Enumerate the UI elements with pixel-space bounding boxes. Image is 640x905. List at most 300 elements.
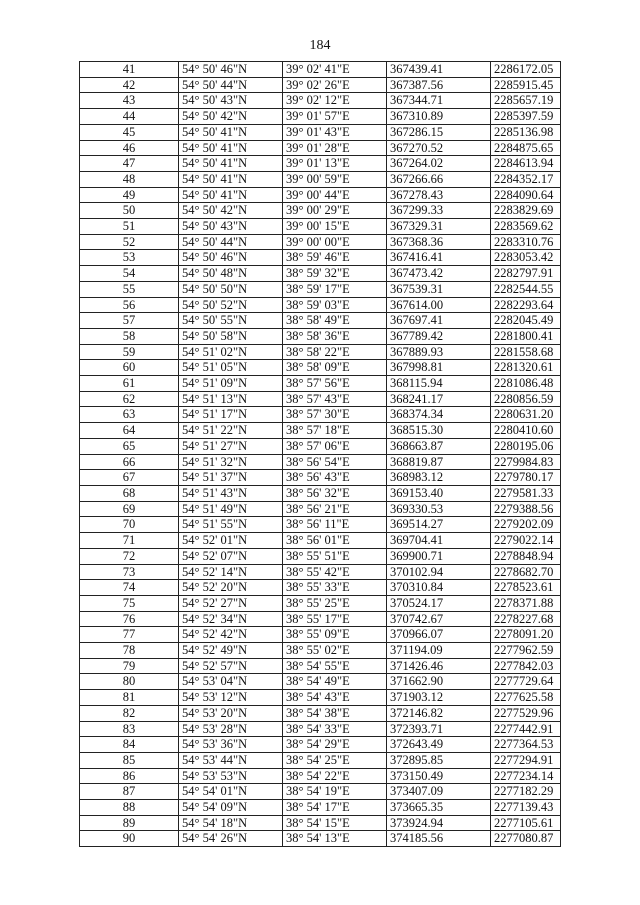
page-number: 184 xyxy=(309,38,331,53)
table-row xyxy=(80,423,561,439)
point-number-cell: 89 xyxy=(80,815,179,831)
longitude-cell: 38° 54' 22"E xyxy=(283,768,387,784)
latitude-cell: 54° 50' 44"N xyxy=(179,234,283,250)
y-coordinate-cell: 2281086.48 xyxy=(491,376,561,392)
x-coordinate-cell: 370966.07 xyxy=(387,627,491,643)
table-row xyxy=(80,203,561,219)
latitude-cell: 54° 51' 49"N xyxy=(179,501,283,517)
x-coordinate-cell: 368374.34 xyxy=(387,407,491,423)
longitude-cell: 39° 00' 59"E xyxy=(283,171,387,187)
point-number-cell: 56 xyxy=(80,297,179,313)
table-row xyxy=(80,360,561,376)
x-coordinate-cell: 367344.71 xyxy=(387,93,491,109)
y-coordinate-cell: 2277080.87 xyxy=(491,831,561,847)
y-coordinate-cell: 2277105.61 xyxy=(491,815,561,831)
x-coordinate-cell: 367299.33 xyxy=(387,203,491,219)
longitude-cell: 38° 55' 02"E xyxy=(283,643,387,659)
y-coordinate-cell: 2282045.49 xyxy=(491,313,561,329)
latitude-cell: 54° 51' 37"N xyxy=(179,470,283,486)
x-coordinate-cell: 367697.41 xyxy=(387,313,491,329)
latitude-cell: 54° 53' 12"N xyxy=(179,690,283,706)
latitude-cell: 54° 53' 28"N xyxy=(179,721,283,737)
point-number-cell: 52 xyxy=(80,234,179,250)
x-coordinate-cell: 370310.84 xyxy=(387,580,491,596)
longitude-cell: 38° 58' 36"E xyxy=(283,328,387,344)
point-number-cell: 82 xyxy=(80,705,179,721)
x-coordinate-cell: 368115.94 xyxy=(387,376,491,392)
point-number-cell: 70 xyxy=(80,517,179,533)
point-number-cell: 47 xyxy=(80,156,179,172)
table-row xyxy=(80,297,561,313)
latitude-cell: 54° 50' 48"N xyxy=(179,266,283,282)
longitude-cell: 38° 55' 51"E xyxy=(283,548,387,564)
longitude-cell: 38° 58' 22"E xyxy=(283,344,387,360)
table-row xyxy=(80,156,561,172)
table-row xyxy=(80,124,561,140)
y-coordinate-cell: 2280410.60 xyxy=(491,423,561,439)
coordinates-table-body xyxy=(80,62,561,847)
x-coordinate-cell: 369900.71 xyxy=(387,548,491,564)
x-coordinate-cell: 371194.09 xyxy=(387,643,491,659)
y-coordinate-cell: 2284352.17 xyxy=(491,171,561,187)
point-number-cell: 50 xyxy=(80,203,179,219)
point-number-cell: 60 xyxy=(80,360,179,376)
point-number-cell: 71 xyxy=(80,533,179,549)
point-number-cell: 53 xyxy=(80,250,179,266)
x-coordinate-cell: 367266.66 xyxy=(387,171,491,187)
table-row xyxy=(80,595,561,611)
y-coordinate-cell: 2278091.20 xyxy=(491,627,561,643)
table-row xyxy=(80,313,561,329)
x-coordinate-cell: 367789.42 xyxy=(387,328,491,344)
y-coordinate-cell: 2277182.29 xyxy=(491,784,561,800)
point-number-cell: 81 xyxy=(80,690,179,706)
point-number-cell: 59 xyxy=(80,344,179,360)
latitude-cell: 54° 52' 42"N xyxy=(179,627,283,643)
x-coordinate-cell: 373150.49 xyxy=(387,768,491,784)
latitude-cell: 54° 50' 44"N xyxy=(179,77,283,93)
y-coordinate-cell: 2284875.65 xyxy=(491,140,561,156)
point-number-cell: 48 xyxy=(80,171,179,187)
x-coordinate-cell: 373407.09 xyxy=(387,784,491,800)
y-coordinate-cell: 2279022.14 xyxy=(491,533,561,549)
latitude-cell: 54° 53' 36"N xyxy=(179,737,283,753)
table-row xyxy=(80,109,561,125)
latitude-cell: 54° 52' 34"N xyxy=(179,611,283,627)
latitude-cell: 54° 50' 52"N xyxy=(179,297,283,313)
x-coordinate-cell: 368983.12 xyxy=(387,470,491,486)
table-row xyxy=(80,643,561,659)
latitude-cell: 54° 54' 18"N xyxy=(179,815,283,831)
point-number-cell: 54 xyxy=(80,266,179,282)
point-number-cell: 63 xyxy=(80,407,179,423)
y-coordinate-cell: 2277442.91 xyxy=(491,721,561,737)
y-coordinate-cell: 2282797.91 xyxy=(491,266,561,282)
longitude-cell: 38° 58' 49"E xyxy=(283,313,387,329)
table-row xyxy=(80,752,561,768)
latitude-cell: 54° 50' 42"N xyxy=(179,203,283,219)
longitude-cell: 38° 55' 09"E xyxy=(283,627,387,643)
table-row xyxy=(80,533,561,549)
table-row xyxy=(80,784,561,800)
point-number-cell: 77 xyxy=(80,627,179,643)
y-coordinate-cell: 2277139.43 xyxy=(491,800,561,816)
x-coordinate-cell: 368819.87 xyxy=(387,454,491,470)
table-row xyxy=(80,705,561,721)
x-coordinate-cell: 367998.81 xyxy=(387,360,491,376)
y-coordinate-cell: 2279780.17 xyxy=(491,470,561,486)
latitude-cell: 54° 50' 46"N xyxy=(179,250,283,266)
point-number-cell: 72 xyxy=(80,548,179,564)
point-number-cell: 90 xyxy=(80,831,179,847)
longitude-cell: 38° 57' 30"E xyxy=(283,407,387,423)
point-number-cell: 66 xyxy=(80,454,179,470)
x-coordinate-cell: 367439.41 xyxy=(387,62,491,78)
longitude-cell: 38° 54' 55"E xyxy=(283,658,387,674)
longitude-cell: 39° 01' 28"E xyxy=(283,140,387,156)
x-coordinate-cell: 369704.41 xyxy=(387,533,491,549)
point-number-cell: 84 xyxy=(80,737,179,753)
x-coordinate-cell: 369514.27 xyxy=(387,517,491,533)
longitude-cell: 38° 56' 32"E xyxy=(283,485,387,501)
longitude-cell: 38° 54' 19"E xyxy=(283,784,387,800)
longitude-cell: 38° 54' 29"E xyxy=(283,737,387,753)
point-number-cell: 74 xyxy=(80,580,179,596)
y-coordinate-cell: 2285915.45 xyxy=(491,77,561,93)
longitude-cell: 38° 57' 43"E xyxy=(283,391,387,407)
table-row xyxy=(80,768,561,784)
y-coordinate-cell: 2277364.53 xyxy=(491,737,561,753)
longitude-cell: 38° 58' 09"E xyxy=(283,360,387,376)
y-coordinate-cell: 2278848.94 xyxy=(491,548,561,564)
longitude-cell: 38° 59' 03"E xyxy=(283,297,387,313)
longitude-cell: 38° 54' 33"E xyxy=(283,721,387,737)
longitude-cell: 39° 00' 00"E xyxy=(283,234,387,250)
y-coordinate-cell: 2277294.91 xyxy=(491,752,561,768)
y-coordinate-cell: 2277842.03 xyxy=(491,658,561,674)
y-coordinate-cell: 2282544.55 xyxy=(491,281,561,297)
point-number-cell: 80 xyxy=(80,674,179,690)
latitude-cell: 54° 51' 02"N xyxy=(179,344,283,360)
x-coordinate-cell: 372895.85 xyxy=(387,752,491,768)
point-number-cell: 67 xyxy=(80,470,179,486)
longitude-cell: 38° 54' 38"E xyxy=(283,705,387,721)
latitude-cell: 54° 50' 55"N xyxy=(179,313,283,329)
latitude-cell: 54° 54' 01"N xyxy=(179,784,283,800)
table-row xyxy=(80,564,561,580)
table-row xyxy=(80,470,561,486)
y-coordinate-cell: 2282293.64 xyxy=(491,297,561,313)
y-coordinate-cell: 2279984.83 xyxy=(491,454,561,470)
longitude-cell: 38° 59' 32"E xyxy=(283,266,387,282)
table-row xyxy=(80,344,561,360)
x-coordinate-cell: 367539.31 xyxy=(387,281,491,297)
table-row xyxy=(80,721,561,737)
x-coordinate-cell: 367329.31 xyxy=(387,219,491,235)
latitude-cell: 54° 50' 58"N xyxy=(179,328,283,344)
longitude-cell: 38° 56' 11"E xyxy=(283,517,387,533)
longitude-cell: 39° 02' 12"E xyxy=(283,93,387,109)
y-coordinate-cell: 2278523.61 xyxy=(491,580,561,596)
point-number-cell: 64 xyxy=(80,423,179,439)
longitude-cell: 38° 57' 06"E xyxy=(283,438,387,454)
latitude-cell: 54° 52' 01"N xyxy=(179,533,283,549)
table-row xyxy=(80,831,561,847)
latitude-cell: 54° 50' 41"N xyxy=(179,140,283,156)
latitude-cell: 54° 50' 41"N xyxy=(179,171,283,187)
latitude-cell: 54° 51' 13"N xyxy=(179,391,283,407)
longitude-cell: 38° 56' 01"E xyxy=(283,533,387,549)
point-number-cell: 65 xyxy=(80,438,179,454)
point-number-cell: 68 xyxy=(80,485,179,501)
table-row xyxy=(80,140,561,156)
point-number-cell: 41 xyxy=(80,62,179,78)
table-row xyxy=(80,800,561,816)
point-number-cell: 79 xyxy=(80,658,179,674)
longitude-cell: 39° 01' 57"E xyxy=(283,109,387,125)
x-coordinate-cell: 367270.52 xyxy=(387,140,491,156)
y-coordinate-cell: 2277729.64 xyxy=(491,674,561,690)
longitude-cell: 39° 01' 43"E xyxy=(283,124,387,140)
table-row xyxy=(80,219,561,235)
latitude-cell: 54° 50' 43"N xyxy=(179,93,283,109)
x-coordinate-cell: 370524.17 xyxy=(387,595,491,611)
y-coordinate-cell: 2284090.64 xyxy=(491,187,561,203)
longitude-cell: 38° 57' 18"E xyxy=(283,423,387,439)
longitude-cell: 39° 00' 29"E xyxy=(283,203,387,219)
coordinates-table xyxy=(79,61,561,847)
x-coordinate-cell: 367387.56 xyxy=(387,77,491,93)
table-row xyxy=(80,266,561,282)
x-coordinate-cell: 371903.12 xyxy=(387,690,491,706)
y-coordinate-cell: 2278371.88 xyxy=(491,595,561,611)
point-number-cell: 85 xyxy=(80,752,179,768)
y-coordinate-cell: 2277234.14 xyxy=(491,768,561,784)
latitude-cell: 54° 53' 20"N xyxy=(179,705,283,721)
latitude-cell: 54° 51' 43"N xyxy=(179,485,283,501)
latitude-cell: 54° 51' 22"N xyxy=(179,423,283,439)
x-coordinate-cell: 367889.93 xyxy=(387,344,491,360)
x-coordinate-cell: 369153.40 xyxy=(387,485,491,501)
y-coordinate-cell: 2281320.61 xyxy=(491,360,561,376)
longitude-cell: 38° 54' 17"E xyxy=(283,800,387,816)
x-coordinate-cell: 372146.82 xyxy=(387,705,491,721)
latitude-cell: 54° 50' 42"N xyxy=(179,109,283,125)
x-coordinate-cell: 372643.49 xyxy=(387,737,491,753)
longitude-cell: 38° 54' 43"E xyxy=(283,690,387,706)
y-coordinate-cell: 2283310.76 xyxy=(491,234,561,250)
table-row xyxy=(80,454,561,470)
latitude-cell: 54° 53' 53"N xyxy=(179,768,283,784)
latitude-cell: 54° 52' 20"N xyxy=(179,580,283,596)
x-coordinate-cell: 373665.35 xyxy=(387,800,491,816)
y-coordinate-cell: 2280631.20 xyxy=(491,407,561,423)
table-row xyxy=(80,438,561,454)
point-number-cell: 46 xyxy=(80,140,179,156)
table-row xyxy=(80,281,561,297)
y-coordinate-cell: 2285136.98 xyxy=(491,124,561,140)
longitude-cell: 39° 01' 13"E xyxy=(283,156,387,172)
table-row xyxy=(80,580,561,596)
longitude-cell: 39° 02' 41"E xyxy=(283,62,387,78)
latitude-cell: 54° 52' 57"N xyxy=(179,658,283,674)
point-number-cell: 78 xyxy=(80,643,179,659)
x-coordinate-cell: 368663.87 xyxy=(387,438,491,454)
y-coordinate-cell: 2279581.33 xyxy=(491,485,561,501)
table-row xyxy=(80,376,561,392)
y-coordinate-cell: 2279202.09 xyxy=(491,517,561,533)
latitude-cell: 54° 51' 32"N xyxy=(179,454,283,470)
point-number-cell: 62 xyxy=(80,391,179,407)
table-row xyxy=(80,501,561,517)
latitude-cell: 54° 53' 04"N xyxy=(179,674,283,690)
point-number-cell: 86 xyxy=(80,768,179,784)
longitude-cell: 38° 54' 25"E xyxy=(283,752,387,768)
latitude-cell: 54° 52' 14"N xyxy=(179,564,283,580)
table-row xyxy=(80,658,561,674)
longitude-cell: 38° 59' 17"E xyxy=(283,281,387,297)
x-coordinate-cell: 367310.89 xyxy=(387,109,491,125)
x-coordinate-cell: 368515.30 xyxy=(387,423,491,439)
longitude-cell: 38° 55' 33"E xyxy=(283,580,387,596)
x-coordinate-cell: 367278.43 xyxy=(387,187,491,203)
y-coordinate-cell: 2283053.42 xyxy=(491,250,561,266)
latitude-cell: 54° 52' 49"N xyxy=(179,643,283,659)
point-number-cell: 83 xyxy=(80,721,179,737)
latitude-cell: 54° 54' 26"N xyxy=(179,831,283,847)
latitude-cell: 54° 51' 09"N xyxy=(179,376,283,392)
longitude-cell: 38° 54' 15"E xyxy=(283,815,387,831)
point-number-cell: 58 xyxy=(80,328,179,344)
x-coordinate-cell: 367416.41 xyxy=(387,250,491,266)
latitude-cell: 54° 53' 44"N xyxy=(179,752,283,768)
latitude-cell: 54° 50' 41"N xyxy=(179,124,283,140)
latitude-cell: 54° 52' 27"N xyxy=(179,595,283,611)
y-coordinate-cell: 2283829.69 xyxy=(491,203,561,219)
table-row xyxy=(80,517,561,533)
point-number-cell: 75 xyxy=(80,595,179,611)
longitude-cell: 38° 55' 25"E xyxy=(283,595,387,611)
latitude-cell: 54° 50' 41"N xyxy=(179,187,283,203)
table-row xyxy=(80,187,561,203)
y-coordinate-cell: 2280856.59 xyxy=(491,391,561,407)
latitude-cell: 54° 50' 46"N xyxy=(179,62,283,78)
longitude-cell: 38° 57' 56"E xyxy=(283,376,387,392)
y-coordinate-cell: 2280195.06 xyxy=(491,438,561,454)
x-coordinate-cell: 369330.53 xyxy=(387,501,491,517)
table-row xyxy=(80,250,561,266)
latitude-cell: 54° 51' 17"N xyxy=(179,407,283,423)
latitude-cell: 54° 51' 05"N xyxy=(179,360,283,376)
y-coordinate-cell: 2277529.96 xyxy=(491,705,561,721)
point-number-cell: 87 xyxy=(80,784,179,800)
longitude-cell: 38° 55' 42"E xyxy=(283,564,387,580)
table-row xyxy=(80,93,561,109)
longitude-cell: 38° 56' 21"E xyxy=(283,501,387,517)
point-number-cell: 76 xyxy=(80,611,179,627)
table-row xyxy=(80,690,561,706)
x-coordinate-cell: 367264.02 xyxy=(387,156,491,172)
y-coordinate-cell: 2281800.41 xyxy=(491,328,561,344)
x-coordinate-cell: 367286.15 xyxy=(387,124,491,140)
longitude-cell: 38° 56' 43"E xyxy=(283,470,387,486)
x-coordinate-cell: 371426.46 xyxy=(387,658,491,674)
point-number-cell: 44 xyxy=(80,109,179,125)
point-number-cell: 43 xyxy=(80,93,179,109)
table-row xyxy=(80,391,561,407)
point-number-cell: 57 xyxy=(80,313,179,329)
x-coordinate-cell: 367473.42 xyxy=(387,266,491,282)
x-coordinate-cell: 373924.94 xyxy=(387,815,491,831)
longitude-cell: 38° 59' 46"E xyxy=(283,250,387,266)
table-row xyxy=(80,674,561,690)
table-row xyxy=(80,234,561,250)
y-coordinate-cell: 2283569.62 xyxy=(491,219,561,235)
y-coordinate-cell: 2286172.05 xyxy=(491,62,561,78)
longitude-cell: 38° 55' 17"E xyxy=(283,611,387,627)
point-number-cell: 51 xyxy=(80,219,179,235)
point-number-cell: 73 xyxy=(80,564,179,580)
longitude-cell: 39° 00' 15"E xyxy=(283,219,387,235)
table-row xyxy=(80,77,561,93)
longitude-cell: 38° 54' 49"E xyxy=(283,674,387,690)
y-coordinate-cell: 2278682.70 xyxy=(491,564,561,580)
x-coordinate-cell: 370102.94 xyxy=(387,564,491,580)
point-number-cell: 88 xyxy=(80,800,179,816)
x-coordinate-cell: 367614.00 xyxy=(387,297,491,313)
y-coordinate-cell: 2277625.58 xyxy=(491,690,561,706)
latitude-cell: 54° 51' 27"N xyxy=(179,438,283,454)
table-row xyxy=(80,62,561,78)
table-row xyxy=(80,548,561,564)
table-row xyxy=(80,737,561,753)
latitude-cell: 54° 51' 55"N xyxy=(179,517,283,533)
table-row xyxy=(80,485,561,501)
point-number-cell: 49 xyxy=(80,187,179,203)
y-coordinate-cell: 2284613.94 xyxy=(491,156,561,172)
y-coordinate-cell: 2285397.59 xyxy=(491,109,561,125)
table-row xyxy=(80,611,561,627)
table-row xyxy=(80,171,561,187)
longitude-cell: 38° 54' 13"E xyxy=(283,831,387,847)
table-row xyxy=(80,627,561,643)
point-number-cell: 69 xyxy=(80,501,179,517)
latitude-cell: 54° 50' 50"N xyxy=(179,281,283,297)
point-number-cell: 42 xyxy=(80,77,179,93)
x-coordinate-cell: 367368.36 xyxy=(387,234,491,250)
longitude-cell: 38° 56' 54"E xyxy=(283,454,387,470)
longitude-cell: 39° 02' 26"E xyxy=(283,77,387,93)
x-coordinate-cell: 370742.67 xyxy=(387,611,491,627)
x-coordinate-cell: 371662.90 xyxy=(387,674,491,690)
point-number-cell: 55 xyxy=(80,281,179,297)
table-row xyxy=(80,407,561,423)
y-coordinate-cell: 2278227.68 xyxy=(491,611,561,627)
latitude-cell: 54° 50' 43"N xyxy=(179,219,283,235)
y-coordinate-cell: 2281558.68 xyxy=(491,344,561,360)
table-row xyxy=(80,328,561,344)
point-number-cell: 61 xyxy=(80,376,179,392)
latitude-cell: 54° 50' 41"N xyxy=(179,156,283,172)
x-coordinate-cell: 372393.71 xyxy=(387,721,491,737)
y-coordinate-cell: 2279388.56 xyxy=(491,501,561,517)
point-number-cell: 45 xyxy=(80,124,179,140)
x-coordinate-cell: 368241.17 xyxy=(387,391,491,407)
x-coordinate-cell: 374185.56 xyxy=(387,831,491,847)
table-row xyxy=(80,815,561,831)
longitude-cell: 39° 00' 44"E xyxy=(283,187,387,203)
latitude-cell: 54° 52' 07"N xyxy=(179,548,283,564)
